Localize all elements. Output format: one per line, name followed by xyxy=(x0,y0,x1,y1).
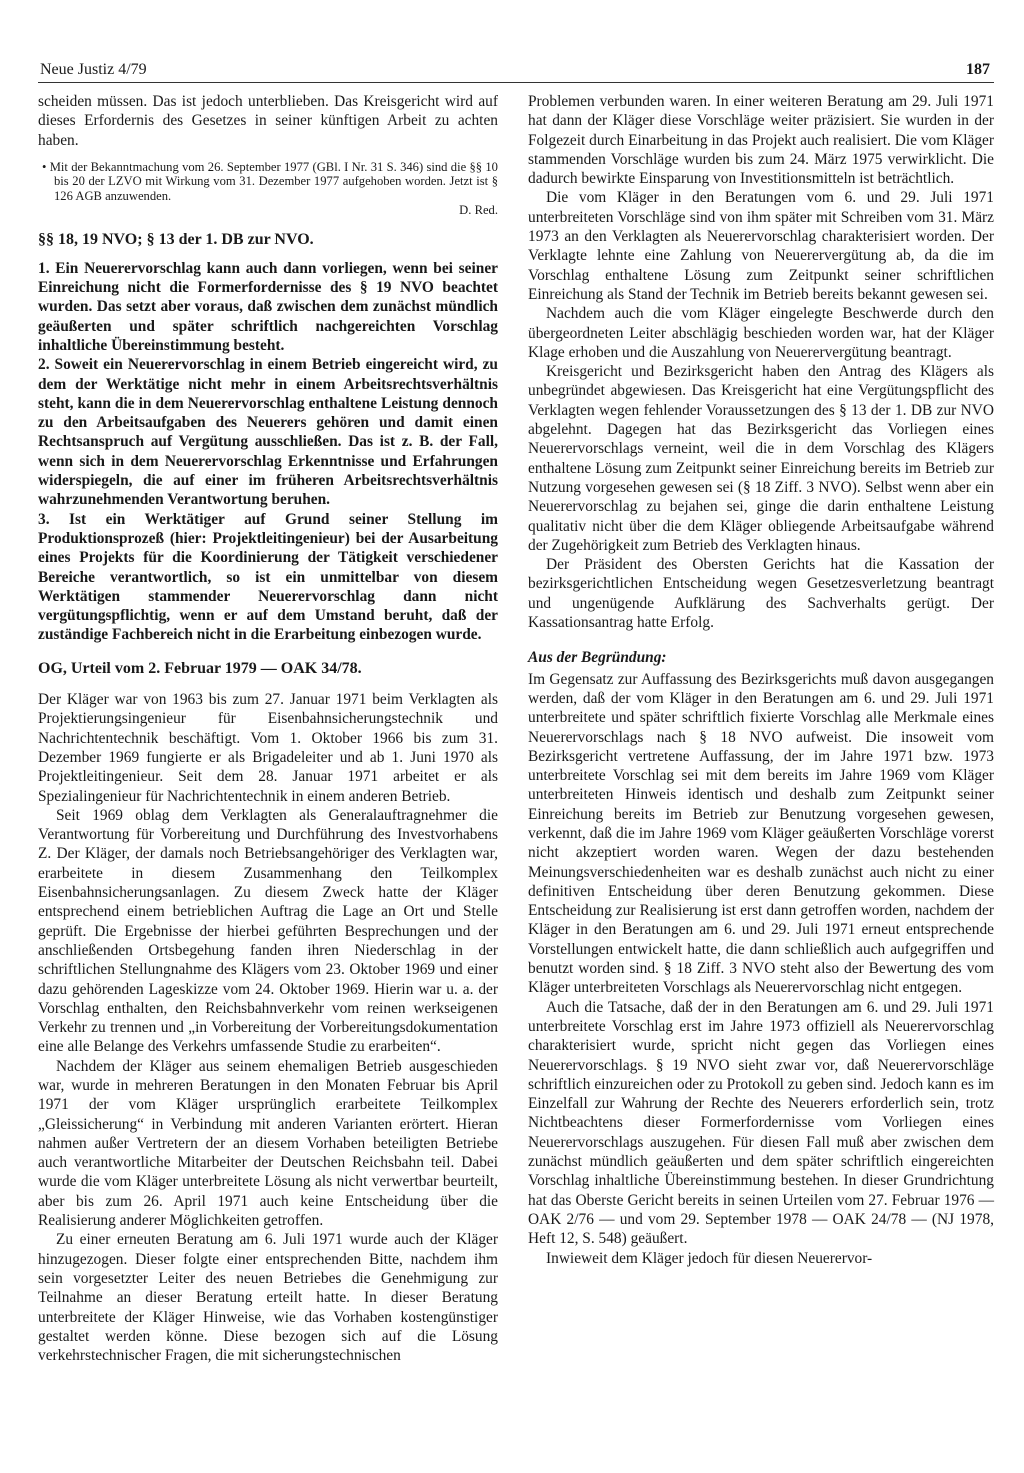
body-paragraph: Die vom Kläger in den Beratungen vom 6. und 29. Juli 1971 unterbreiteten Vorschläge sind von ihm später mit Schreiben vom 31. März 1973 an den Verklagten als Neuerervorschlag charakterisiert worden. Der Verklagte lehnte eine Zahlung von Neuerervergütung ab, da die im Vorschlag enthaltene Lösung zum Zeitpunkt seiner schriftlichen Einreichung als Stand der Technik im Betrieb bereits bekannt gewesen sei. xyxy=(528,189,994,303)
left-column xyxy=(38,92,498,1365)
body-paragraph: Seit 1969 oblag dem Verklagten als Generalauftragnehmer die Verantwortung für Vorbereitung und Durchführung des Investvorhabens Z. Der Kläger, der damals noch Betriebsangehöriger des Verklagten war, erarbeitete in diesem Zusammenhang den Teilkomplex Eisenbahnsicherungsanlagen. Zu diesem Zweck hatte der Kläger entsprechend einem betrieblichen Auftrag die Lage an Ort und Stelle geprüft. Die Ergebnisse der hierbei geführten Besprechungen und der anschließenden Ortsbegehung fanden ihren Niederschlag in der schriftlichen Stellungnahme des Klägers vom 23. Oktober 1969 und einer dazu gehörenden Lageskizze vom 24. Oktober 1969. Hierin war u. a. der Vorschlag enthalten, den Reichsbahnverkehr vom reinen werkseigenen Verkehr zu trennen und „in Vorbereitung der Vorbereitungsdokumentation eine alle Belange des Verkehrs umfassende Studie zu erarbeiten“. xyxy=(38,806,498,1056)
journal-title: Neue Justiz 4/79 xyxy=(40,61,147,78)
footnote-signature: D. Red. xyxy=(459,203,498,218)
body-paragraph: Nachdem der Kläger aus seinem ehemaligen Betrieb ausgeschieden war, wurde in mehreren Beratungen in den Monaten Februar bis April 1971 der vom Kläger ursprünglich erarbeitete Teilkomplex „Gleissicherung“ in Verbindung mit anderen Varianten erörtert. Hieran nahmen außer Vertretern der an diesem Vorhaben beteiligten Betriebe auch verantwortliche Mitarbeiter der Deutschen Reichsbahn teil. Dabei wurde die vom Kläger unterbreitete Lösung als nicht verwertbar beurteilt, aber bis zum 26. April 1971 auch keine Entscheidung über die Realisierung anderer Möglichkeiten getroffen. xyxy=(38,1057,498,1230)
footnote-text: Mit der Bekanntmachung vom 26. September 1977 (GBl. I Nr. 31 S. 346) sind die §§ 10 bis 20 der LZVO mit Wirkung vom 31. Dezember 1977 aufgehoben worden. Jetzt ist § 126 AGB anzuwenden. xyxy=(49,159,498,203)
body-paragraph: Kreisgericht und Bezirksgericht haben den Antrag des Klägers als unbegründet abgewiesen. Das Kreisgericht hat eine Vergütungspflicht des Verklagten wegen fehlender Voraussetzungen des § 13 der 1. DB zur NVO abgelehnt. Dagegen hat das Bezirksgericht das Vorliegen eines Neuerervorschlags verneint, weil die in dem Vorschlag des Klägers enthaltene Lösung zum Zeitpunkt seiner Einreichung bereits im Betrieb zur Nutzung vorgesehen gewesen sei (§ 18 Ziff. 3 NVO). Selbst wenn aber ein Neuerervorschlag zu bejahen sei, ginge die darin enthaltene Leistung qualitativ nicht über die dem Kläger obliegende Arbeitsaufgabe während der Zugehörigkeit zum Betrieb des Verklagten hinaus. xyxy=(528,363,994,554)
body-paragraph: Der Kläger war von 1963 bis zum 27. Januar 1971 beim Verklagten als Projektierungsingenieur für Eisenbahnsicherungstechnik und Nachrichtentechnik beschäftigt. Vom 1. Oktober 1966 bis zum 31. Dezember 1969 fungierte er als Brigadeleiter und ab 1. Juni 1970 als Projektleitingenieur. Seit dem 28. Januar 1971 arbeitet er als Spezialingenieur für Nachrichtentechnik in einem anderen Betrieb. xyxy=(38,691,498,805)
body-paragraph: Auch die Tatsache, daß der in den Beratungen am 6. und 29. Juli 1971 unterbreitete Vorschlag erst im Jahre 1973 offiziell als Neuerervorschlag charakterisiert wurde, spricht nicht gegen das Vorliegen eines Neuerervorschlags. § 19 NVO sieht zwar vor, daß Neuerervorschläge schriftlich einzureichen oder zu Protokoll zu geben sind. Jedoch kann es im Einzelfall zur Wahrung der Rechte des Neuerers erforderlich sein, trotz Nichtbeachtens dieser Formerfordernisse vom Vorliegen eines Neuerervorschlags auszugehen. Für diesen Fall muß aber zwischen dem zunächst mündlich geäußerten und dem später schriftlich eingereichten Vorschlag inhaltliche Übereinstimmung bestehen. In dieser Grundrichtung hat das Oberste Gericht bereits in seinen Urteilen vom 27. Februar 1976 — OAK 2/76 — und vom 29. September 1978 — OAK 24/78 — (NJ 1978, Heft 12, S. 548) geäußert. xyxy=(528,998,994,1248)
court-decision-line: OG, Urteil vom 2. Februar 1979 — OAK 34/78. xyxy=(38,659,362,677)
section-subheading: Aus der Begründung: xyxy=(528,649,667,667)
norm-heading: §§ 18, 19 NVO; § 13 der 1. DB zur NVO. xyxy=(38,230,314,248)
leitsatz-1: 1. Ein Neuerervorschlag kann auch dann vorliegen, wenn bei seiner Einreichung nicht die Formerfordernisse des § 19 NVO beachtet wurden. Das setzt aber voraus, daß zwischen dem zunächst mündlich geäußerten und später schriftlich nachgereichten Vorschlag inhaltliche Übereinstimmung besteht. xyxy=(38,259,498,354)
body-paragraph: Im Gegensatz zur Auffassung des Bezirksgerichts muß davon ausgegangen werden, daß der vom Kläger in den Beratungen am 6. und 29. Juli 1971 unterbreitete und später schriftlich fixierte Vorschlag alle Merkmale eines Neuerervorschlags nach § 18 NVO aufweist. Die insoweit vom Bezirksgericht vertretene Auffassung, der im Jahre 1971 bzw. 1973 unterbreitete Vorschlag sei mit dem bereits im Jahre 1969 vom Kläger unterbreiteten Hinweis identisch und deshalb zum Zeitpunkt seiner Einreichung bereits im Betrieb zur Benutzung vorgesehen gewesen, verkennt, daß die im Jahre 1969 vom Kläger geäußerten Vorschläge vorerst nicht akzeptiert worden waren. Wegen der dazu bestehenden Meinungsverschiedenheiten war es deshalb zunächst auch nicht zu einer definitiven Entscheidung über deren Benutzung gekommen. Diese Entscheidung zur Realisierung ist erst dann getroffen worden, nachdem der Kläger in den Beratungen am 6. und 29. Juli 1971 erneut entsprechende Vorstellungen entwickelt hatte, die dann schließlich auch aufgegriffen und benutzt worden sind. § 18 Ziff. 3 NVO steht also der Bewertung des vom Kläger unterbreiteten Vorschlags als Neuerervorschlag nicht entgegen. xyxy=(528,670,994,997)
right-column xyxy=(528,92,994,1268)
leitsatz-3: 3. Ist ein Werktätiger auf Grund seiner Stellung im Produktionsprozeß (hier: Projektleitingenieur) bei der Ausarbeitung eines Projekts für die Koordinierung der Tätigkeit verschiedener Bereiche verantwortlich, so ist ein unmittelbar von diesem Werktätigen stammender Neuerervorschlag dann nicht vergütungspflichtig, wenn er auf dem Umstand beruht, daß der zuständige Fachbereich nicht in die Erarbeitung einbezogen wurde. xyxy=(38,510,498,644)
editorial-footnote xyxy=(38,160,498,218)
body-paragraph: Nachdem auch die vom Kläger eingelegte Beschwerde durch den übergeordneten Leiter abschlägig beschieden worden war, hat der Kläger Klage erhoben und die Auszahlung von Neuerervergütung beantragt. xyxy=(528,305,994,361)
document-page xyxy=(38,60,996,1460)
leitsatz-2: 2. Soweit ein Neuerervorschlag in einem Betrieb eingereicht wird, zu dem der Werktätige nicht mehr in einem Arbeitsrechtsverhältnis steht, kann die in dem Neuerervorschlag enthaltene Leistung dennoch zu den Arbeitsaufgaben des Neuerers gehören und damit einen Rechtsanspruch auf Vergütung ausschließen. Das ist z. B. der Fall, wenn sich in dem Neuerervorschlag Erkenntnisse und Erfahrungen widerspiegeln, die auf einer im früheren Arbeitsrechtsverhältnis wahrzunehmenden Verantwortung beruhen. xyxy=(38,356,498,509)
footnote-marker: • xyxy=(42,159,47,174)
page-number: 187 xyxy=(966,61,990,78)
body-paragraph: Zu einer erneuten Beratung am 6. Juli 1971 wurde auch der Kläger hinzugezogen. Dieser folgte einer entsprechenden Bitte, nachdem ihm sein vorgesetzter Leiter des neuen Betriebes die Genehmigung zur Teilnahme an dieser Beratung erteilt hatte. In dieser Beratung unterbreitete der Kläger Hinweise, wie das Vorhaben kostengünstiger gestaltet werden könne. Diese bezogen sich auf die Lösung verkehrstechnischer Fragen, die mit sicherungstechnischen xyxy=(38,1231,498,1365)
body-paragraph: Der Präsident des Obersten Gerichts hat die Kassation der bezirksgerichtlichen Entscheidung wegen Gesetzesverletzung beantragt und ungenügende Aufklärung des Sachverhalts gerügt. Der Kassationsantrag hatte Erfolg. xyxy=(528,556,994,632)
intro-paragraph: scheiden müssen. Das ist jedoch unterblieben. Das Kreisgericht wird auf dieses Erfordernis des Gesetzes in seiner künftigen Arbeit zu achten haben. xyxy=(38,93,498,149)
body-paragraph: Problemen verbunden waren. In einer weiteren Beratung am 29. Juli 1971 hat dann der Kläger diese Vorschläge weiter präzisiert. Sie wurden in der Folgezeit durch Einarbeitung in das Projekt auch realisiert. Die vom Kläger stammenden Vorschläge wurden bis zum 24. März 1975 verwirklicht. Die dadurch bewirkte Einsparung von Investitionsmitteln ist beträchtlich. xyxy=(528,93,994,188)
running-header xyxy=(38,60,994,83)
body-paragraph: Inwieweit dem Kläger jedoch für diesen Neuerervor- xyxy=(546,1249,873,1267)
